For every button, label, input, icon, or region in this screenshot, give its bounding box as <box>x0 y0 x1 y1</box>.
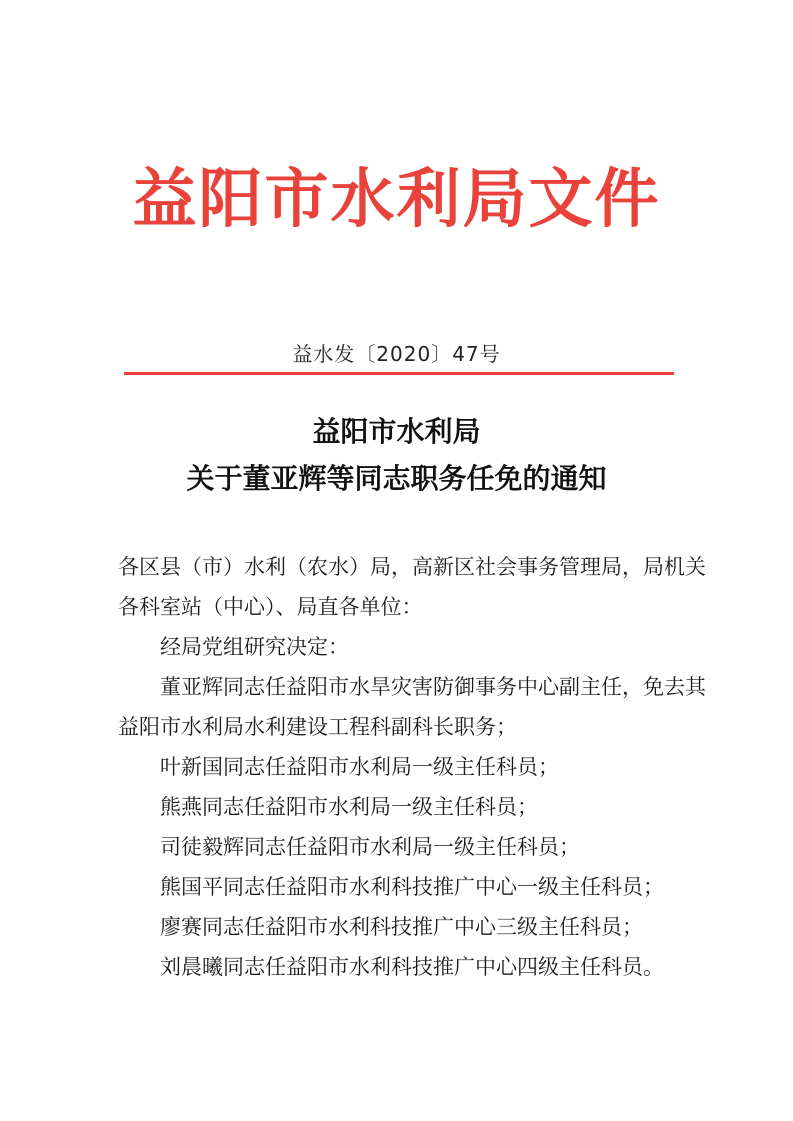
red-divider-line <box>124 372 674 375</box>
notice-title-line1: 益阳市水利局 <box>312 415 481 448</box>
decision-intro: 经局党组研究决定： <box>160 635 349 659</box>
notice-title-line2: 关于董亚辉等同志职务任免的通知 <box>186 462 607 495</box>
appointment-item: 叶新国同志任益阳市水利局一级主任科员； <box>160 755 559 779</box>
appointment-item: 刘晨曦同志任益阳市水利科技推广中心四级主任科员。 <box>160 955 664 979</box>
appointment-item: 司徒毅辉同志任益阳市水利局一级主任科员； <box>160 835 580 859</box>
appointment-item: 廖赛同志任益阳市水利科技推广中心三级主任科员； <box>160 915 643 939</box>
appointment-item: 熊燕同志任益阳市水利局一级主任科员； <box>160 795 538 819</box>
issuer-title: 益阳市水利局文件 <box>132 163 661 237</box>
appointment-item: 董亚辉同志任益阳市水旱灾害防御事务中心副主任，免去其 <box>160 675 706 699</box>
salutation-line2: 各科室站（中心）、局直各单位： <box>118 595 423 619</box>
document-number: 益水发〔2020〕47号 <box>292 342 501 366</box>
appointment-item-continued: 益阳市水利局水利建设工程科副科长职务； <box>118 715 517 739</box>
appointment-item: 熊国平同志任益阳市水利科技推广中心一级主任科员； <box>160 875 664 899</box>
salutation-line1: 各区县（市）水利（农水）局，高新区社会事务管理局，局机关 <box>118 555 706 579</box>
